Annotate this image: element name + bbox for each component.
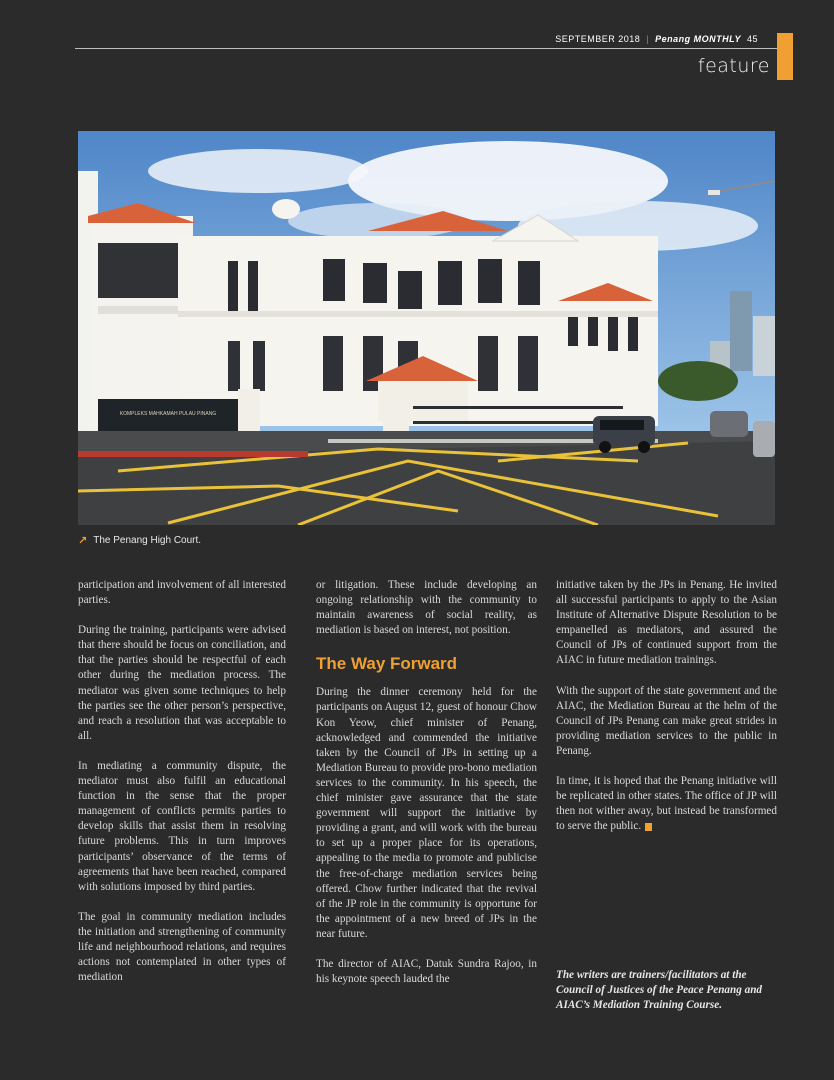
author-credit: The writers are trainers/facilitators at the Council of Justices of the Peace Penang and AIAC’s Mediation Training Course. [556,969,763,1011]
page-number: 45 [746,34,758,44]
paragraph: During the training, participants were advised that there should be focus on conciliation, and that the parties should be respectful of each other during the mediation process. The mediator was given some techniques to help the parties see the other person’s perspective, and reach a resolution that was acceptable to all. [78,624,286,742]
section-label: feature [697,55,770,77]
end-mark-icon [645,823,652,831]
article-column-3 [556,578,777,849]
paragraph: In mediating a community dispute, the mediator must also fulfil an educational function in the sense that the proper management of conflicts permits parties to develop skills that assist them in resolving future problems. This in turn improves participants’ observance of the terms of agreements that have been reached, compared with solutions imposed by third parties. [78,759,286,893]
caption-text: The Penang High Court. [93,535,202,546]
page-header [555,34,758,44]
publication-name: Penang MONTHLY [655,34,741,44]
paragraph-text: In time, it is hoped that the Penang initiative will be replicated in other states. The office of JP will then not wither away, but instead be transformed to serve the public. [556,775,777,833]
paragraph: During the dinner ceremony held for the participants on August 12, guest of honour Chow Kon Yeow, chief minister of Penang, acknowledged and commended the initiative taken by the Council of JPs in setting up a Mediation Bureau to provide pro-bono mediation services to the community. In his speech, the chief minister gave assurance that the state government will support the initiative by providing a grant, and will work with the bureau to set up a proper place for its operations, appealing to the media to promote and publicise the free-of-charge mediation services being offered. Chow further indicated that the revival of the JP role in the community is opportune for the appointment of a new breed of JPs in the near future. [316,686,537,940]
section-heading: The Way Forward [316,654,458,674]
paragraph [556,774,777,834]
header-separator: | [646,34,650,44]
paragraph: With the support of the state government and the AIAC, the Mediation Bureau at the helm of the Council of JPs Penang can make great strides in providing mediation services to the public in Penang. [556,684,777,757]
issue-date: SEPTEMBER 2018 [555,34,641,44]
article-column-1 [78,578,286,1000]
section-tab [777,33,793,80]
header-rule [75,48,778,49]
paragraph: initiative taken by the JPs in Penang. He invited all successful participants to apply to the Asian Institute of Alternative Dispute Resolution to be empanelled as mediators, and assured the Council of JPs of continued support from the AIAC in future mediation trainings. [556,579,777,667]
court-photo [78,131,775,525]
court-sign-text: KOMPLEKS MAHKAMAH PULAU PINANG [119,411,217,417]
paragraph: participation and involvement of all interested parties. [78,579,286,607]
paragraph: The goal in community mediation includes the initiation and strengthening of community life and neighbourhood relations, and requires actions not contemplated in other types of mediation [78,910,286,984]
paragraph: The director of AIAC, Datuk Sundra Rajoo, in his keynote speech lauded the [316,957,537,986]
article-column-2 [316,578,537,1002]
arrow-icon: ↗ [78,535,88,547]
paragraph: or litigation. These include developing an ongoing relationship with the community to maintain awareness of social reality, as mediation is based on interest, not position. [316,579,537,637]
photo-caption [78,534,201,547]
